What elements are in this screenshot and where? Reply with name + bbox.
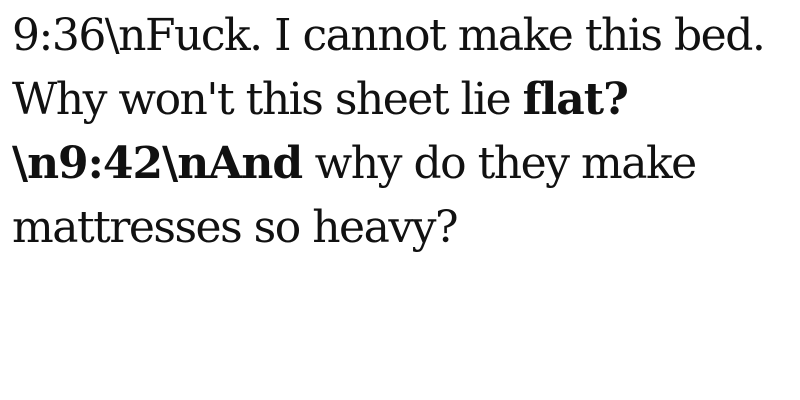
note-text-regular-end: why do they make mattresses so heavy? xyxy=(12,138,696,253)
note-text-bold: flat?\n9:42\nAnd xyxy=(12,74,628,189)
note-text-regular-start: 9:36\nFuck. I cannot make this bed. Why won't this sheet lie xyxy=(12,10,765,125)
note-text xyxy=(12,4,788,260)
